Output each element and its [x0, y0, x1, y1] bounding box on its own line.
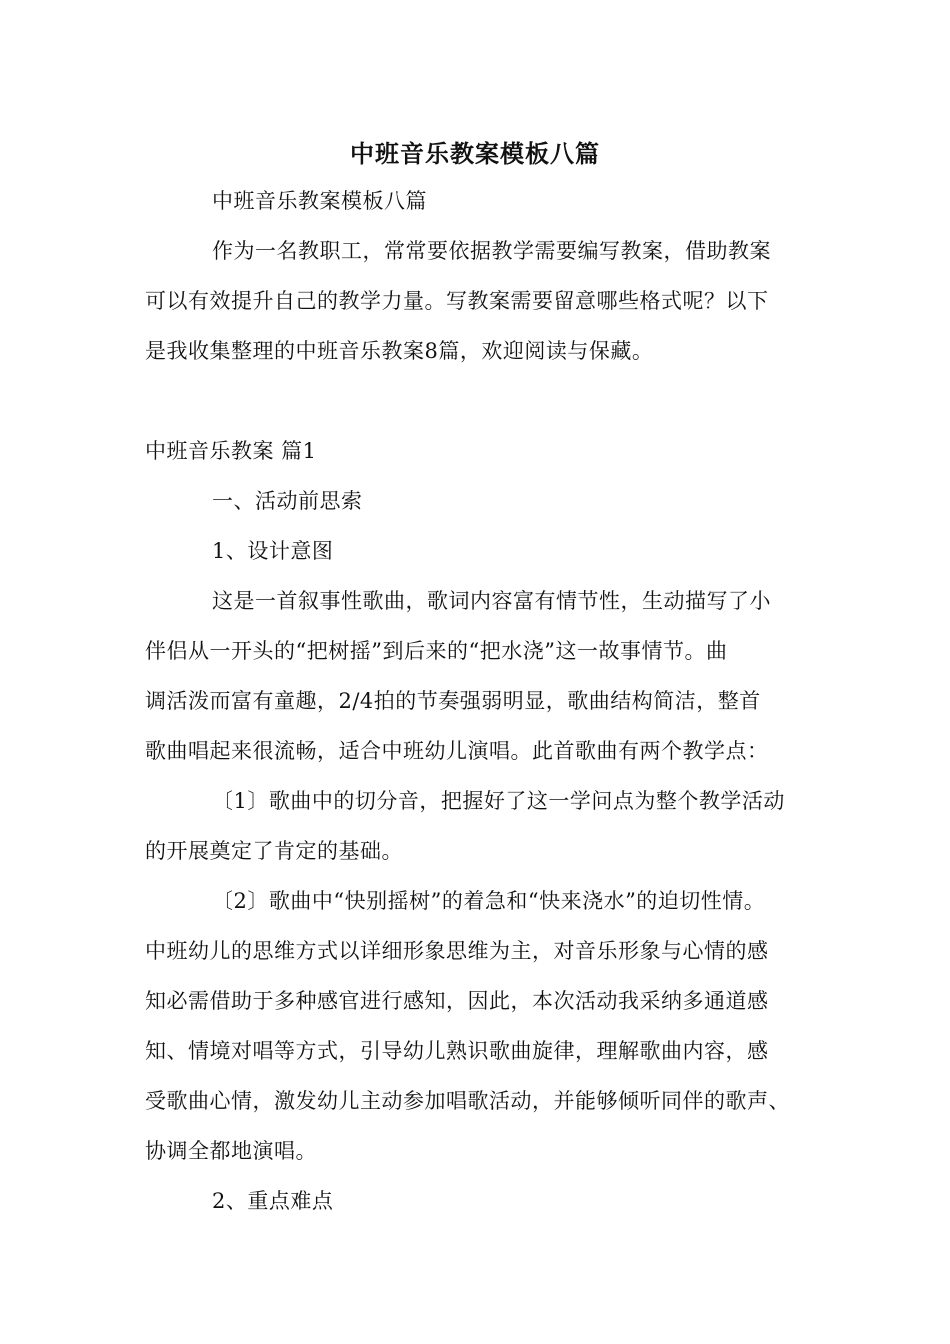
- subheading-1: 一、活动前思索: [212, 489, 363, 513]
- paragraph-line: 知必需借助于多种感官进行感知，因此，本次活动我采纳多通道感: [145, 989, 769, 1013]
- paragraph-line: 这是一首叙事性歌曲，歌词内容富有情节性，生动描写了小: [212, 589, 771, 613]
- paragraph-line: 〔2〕歌曲中“快别摇树”的着急和“快来浇水”的迫切性情。: [212, 889, 766, 913]
- paragraph-line: 受歌曲心情，激发幼儿主动参加唱歌活动，并能够倾听同伴的歌声、: [145, 1089, 790, 1113]
- paragraph-line: 调活泼而富有童趣，2/4拍的节奏强弱明显，歌曲结构简洁，整首: [145, 689, 761, 713]
- document-title: 中班音乐教案模板八篇: [350, 139, 600, 168]
- paragraph-line: 中班幼儿的思维方式以详细形象思维为主，对音乐形象与心情的感: [145, 939, 769, 963]
- paragraph-line: 知、情境对唱等方式，引导幼儿熟识歌曲旋律，理解歌曲内容，感: [145, 1039, 769, 1063]
- section-heading: 中班音乐教案 篇1: [145, 439, 317, 463]
- paragraph-line: 歌曲唱起来很流畅，适合中班幼儿演唱。此首歌曲有两个教学点：: [145, 739, 769, 763]
- intro-line-3: 是我收集整理的中班音乐教案8篇，欢迎阅读与保藏。: [145, 339, 654, 363]
- intro-line-1: 作为一名教职工，常常要依据教学需要编写教案，借助教案: [212, 239, 771, 263]
- subtitle-line: 中班音乐教案模板八篇: [212, 189, 427, 213]
- subheading-1-1: 1、设计意图: [212, 539, 334, 563]
- paragraph-line: 〔1〕歌曲中的切分音，把握好了这一学问点为整个教学活动: [212, 789, 785, 813]
- subheading-1-2: 2、重点难点: [212, 1189, 334, 1213]
- paragraph-line: 协调全都地演唱。: [145, 1139, 317, 1163]
- paragraph-line: 的开展奠定了肯定的基础。: [145, 839, 403, 863]
- paragraph-line: 伴侣从一开头的“把树摇”到后来的“把水浇”这一故事情节。曲: [145, 639, 728, 663]
- intro-line-2: 可以有效提升自己的教学力量。写教案需要留意哪些格式呢？以下: [145, 289, 769, 313]
